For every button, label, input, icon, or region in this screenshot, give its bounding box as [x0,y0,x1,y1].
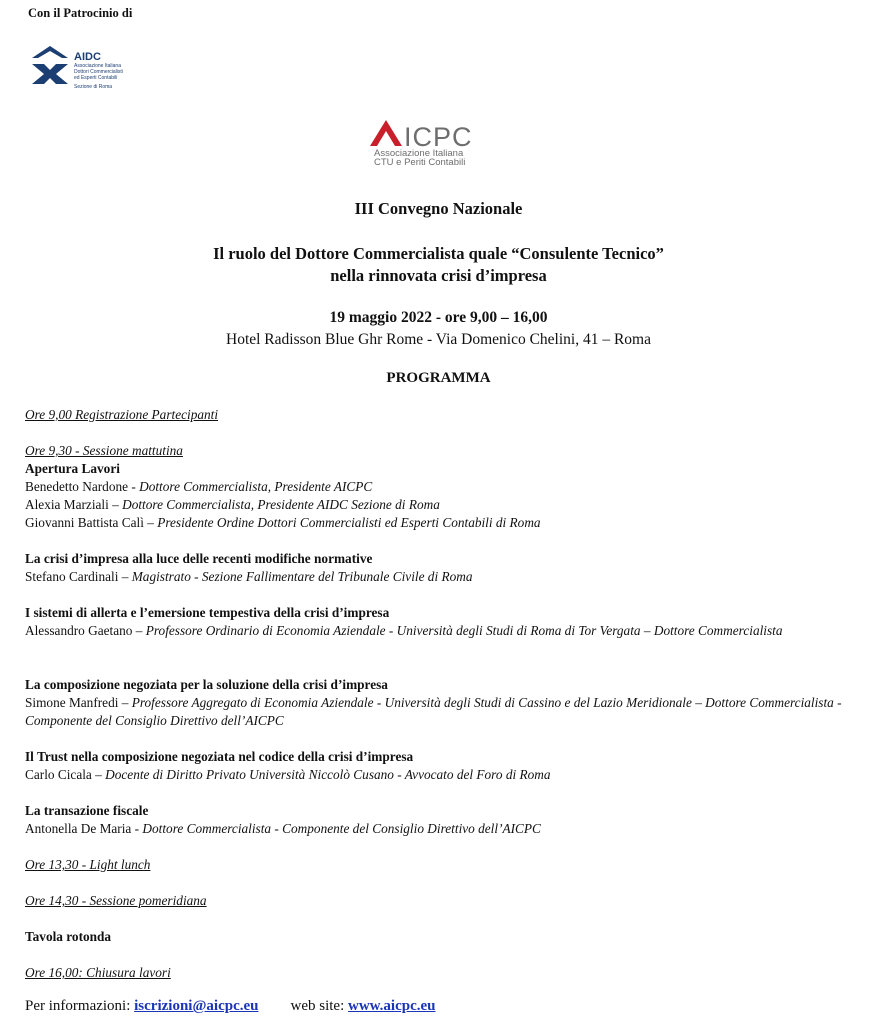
speaker-name: Giovanni Battista Calì [25,515,144,530]
speaker-line [25,568,855,586]
tavola-rotonda: Tavola rotonda [25,929,112,944]
speaker-sep: - [128,479,140,494]
speaker-role: Professore Aggregato di Economia Aziendale - Università degli Studi di Cassino e del Lazio Meridionale – Dottore Commercialista - Componente del Consiglio Direttivo dell’AICPC [25,695,842,728]
speaker-name: Stefano Cardinali [25,569,119,584]
talk-title: La transazione fiscale [25,803,149,818]
aidc-sezione: Sezione di Roma [74,84,113,90]
event-title: III Convegno Nazionale [354,199,523,218]
event-place: Hotel Radisson Blue Ghr Rome - Via Domenico Chelini, 41 – Roma [226,331,651,348]
website-link[interactable]: www.aicpc.eu [348,998,436,1014]
chiusura-time: Ore 16,00: Chiusura lavori [25,965,171,980]
speaker-sep: – [132,623,146,638]
speaker-name: Simone Manfredi [25,695,119,710]
aicpc-line-2: CTU e Periti Contabili [374,157,466,168]
event-date: 19 maggio 2022 - ore 9,00 – 16,00 [329,309,548,326]
speaker-role: Dottore Commercialista, Presidente AIDC Sezione di Roma [122,497,440,512]
aidc-logo [30,44,180,92]
speaker-sep: – [91,767,106,782]
programma-heading: PROGRAMMA [386,370,491,386]
talk-block [25,748,855,784]
speaker-name: Alexia Marziali [25,497,109,512]
speaker-name: Benedetto Nardone [25,479,129,494]
speaker-sep: – [143,515,158,530]
speaker-line [25,496,855,514]
speaker-role: Dottore Commercialista, Presidente AICPC [139,479,373,494]
talk-block [25,604,855,640]
event-subtitle-2: nella rinnovata crisi d’impresa [330,266,547,285]
info-label: Per informazioni: [25,998,135,1014]
speaker-sep: – [118,569,132,584]
speaker-line [25,622,855,640]
talk-block [25,676,855,730]
apertura-title: Apertura Lavori [25,461,120,476]
aidc-line-3: ed Esperti Contabili [74,75,118,81]
aidc-line-1: Associazione Italiana [74,63,121,69]
talk-block [25,550,855,586]
talk-title: La composizione negoziata per la soluzione della crisi d’impresa [25,677,388,692]
speaker-line [25,478,855,496]
speaker-name: Antonella De Maria [25,821,132,836]
aicpc-line-1: Associazione Italiana [374,148,464,159]
talk-title: Il Trust nella composizione negoziata nel codice della crisi d’impresa [25,749,414,764]
talk-block [25,802,855,838]
talk-title: La crisi d’impresa alla luce delle recenti modifiche normative [25,551,373,566]
aidc-name: AIDC [74,51,101,63]
aidc-line-2: Dottori Commercialisti [74,69,123,75]
mattutina-time: Ore 9,30 - Sessione mattutina [25,443,183,458]
speaker-sep: - [131,821,143,836]
speaker-sep: – [108,497,123,512]
speaker-role: Magistrato - Sezione Fallimentare del Tribunale Civile di Roma [131,569,473,584]
speaker-role: Presidente Ordine Dottori Commercialisti ed Esperti Contabili di Roma [157,515,541,530]
pomeridiana-time: Ore 14,30 - Sessione pomeridiana [25,893,207,908]
speaker-line [25,514,855,532]
site-label: web site: [290,998,348,1014]
speaker-name: Carlo Cicala [25,767,92,782]
aicpc-name: ICPC [404,122,473,152]
morning-session [25,442,855,532]
speaker-role: Professore Ordinario di Economia Aziendale - Università degli Studi di Roma di Tor Vergata – Dottore Commercialista [145,623,783,638]
talk-title: I sistemi di allerta e l’emersione tempestiva della crisi d’impresa [25,605,390,620]
patrocinio-label: Con il Patrocinio di [28,6,133,20]
aicpc-logo [366,114,516,172]
speaker-name: Alessandro Gaetano [25,623,133,638]
speaker-role: Docente di Diritto Privato Università Niccolò Cusano - Avvocato del Foro di Roma [105,767,551,782]
footer [25,998,436,1015]
speaker-role: Dottore Commercialista - Componente del Consiglio Direttivo dell’AICPC [142,821,541,836]
speaker-line [25,694,855,730]
lunch-time: Ore 13,30 - Light lunch [25,857,151,872]
speaker-line [25,766,855,784]
speaker-sep: – [118,695,132,710]
email-link[interactable]: iscrizioni@aicpc.eu [134,998,259,1014]
speaker-line [25,820,855,838]
event-subtitle-1: Il ruolo del Dottore Commercialista quale “Consulente Tecnico” [213,244,664,263]
registrazione-time: Ore 9,00 Registrazione Partecipanti [25,407,219,422]
